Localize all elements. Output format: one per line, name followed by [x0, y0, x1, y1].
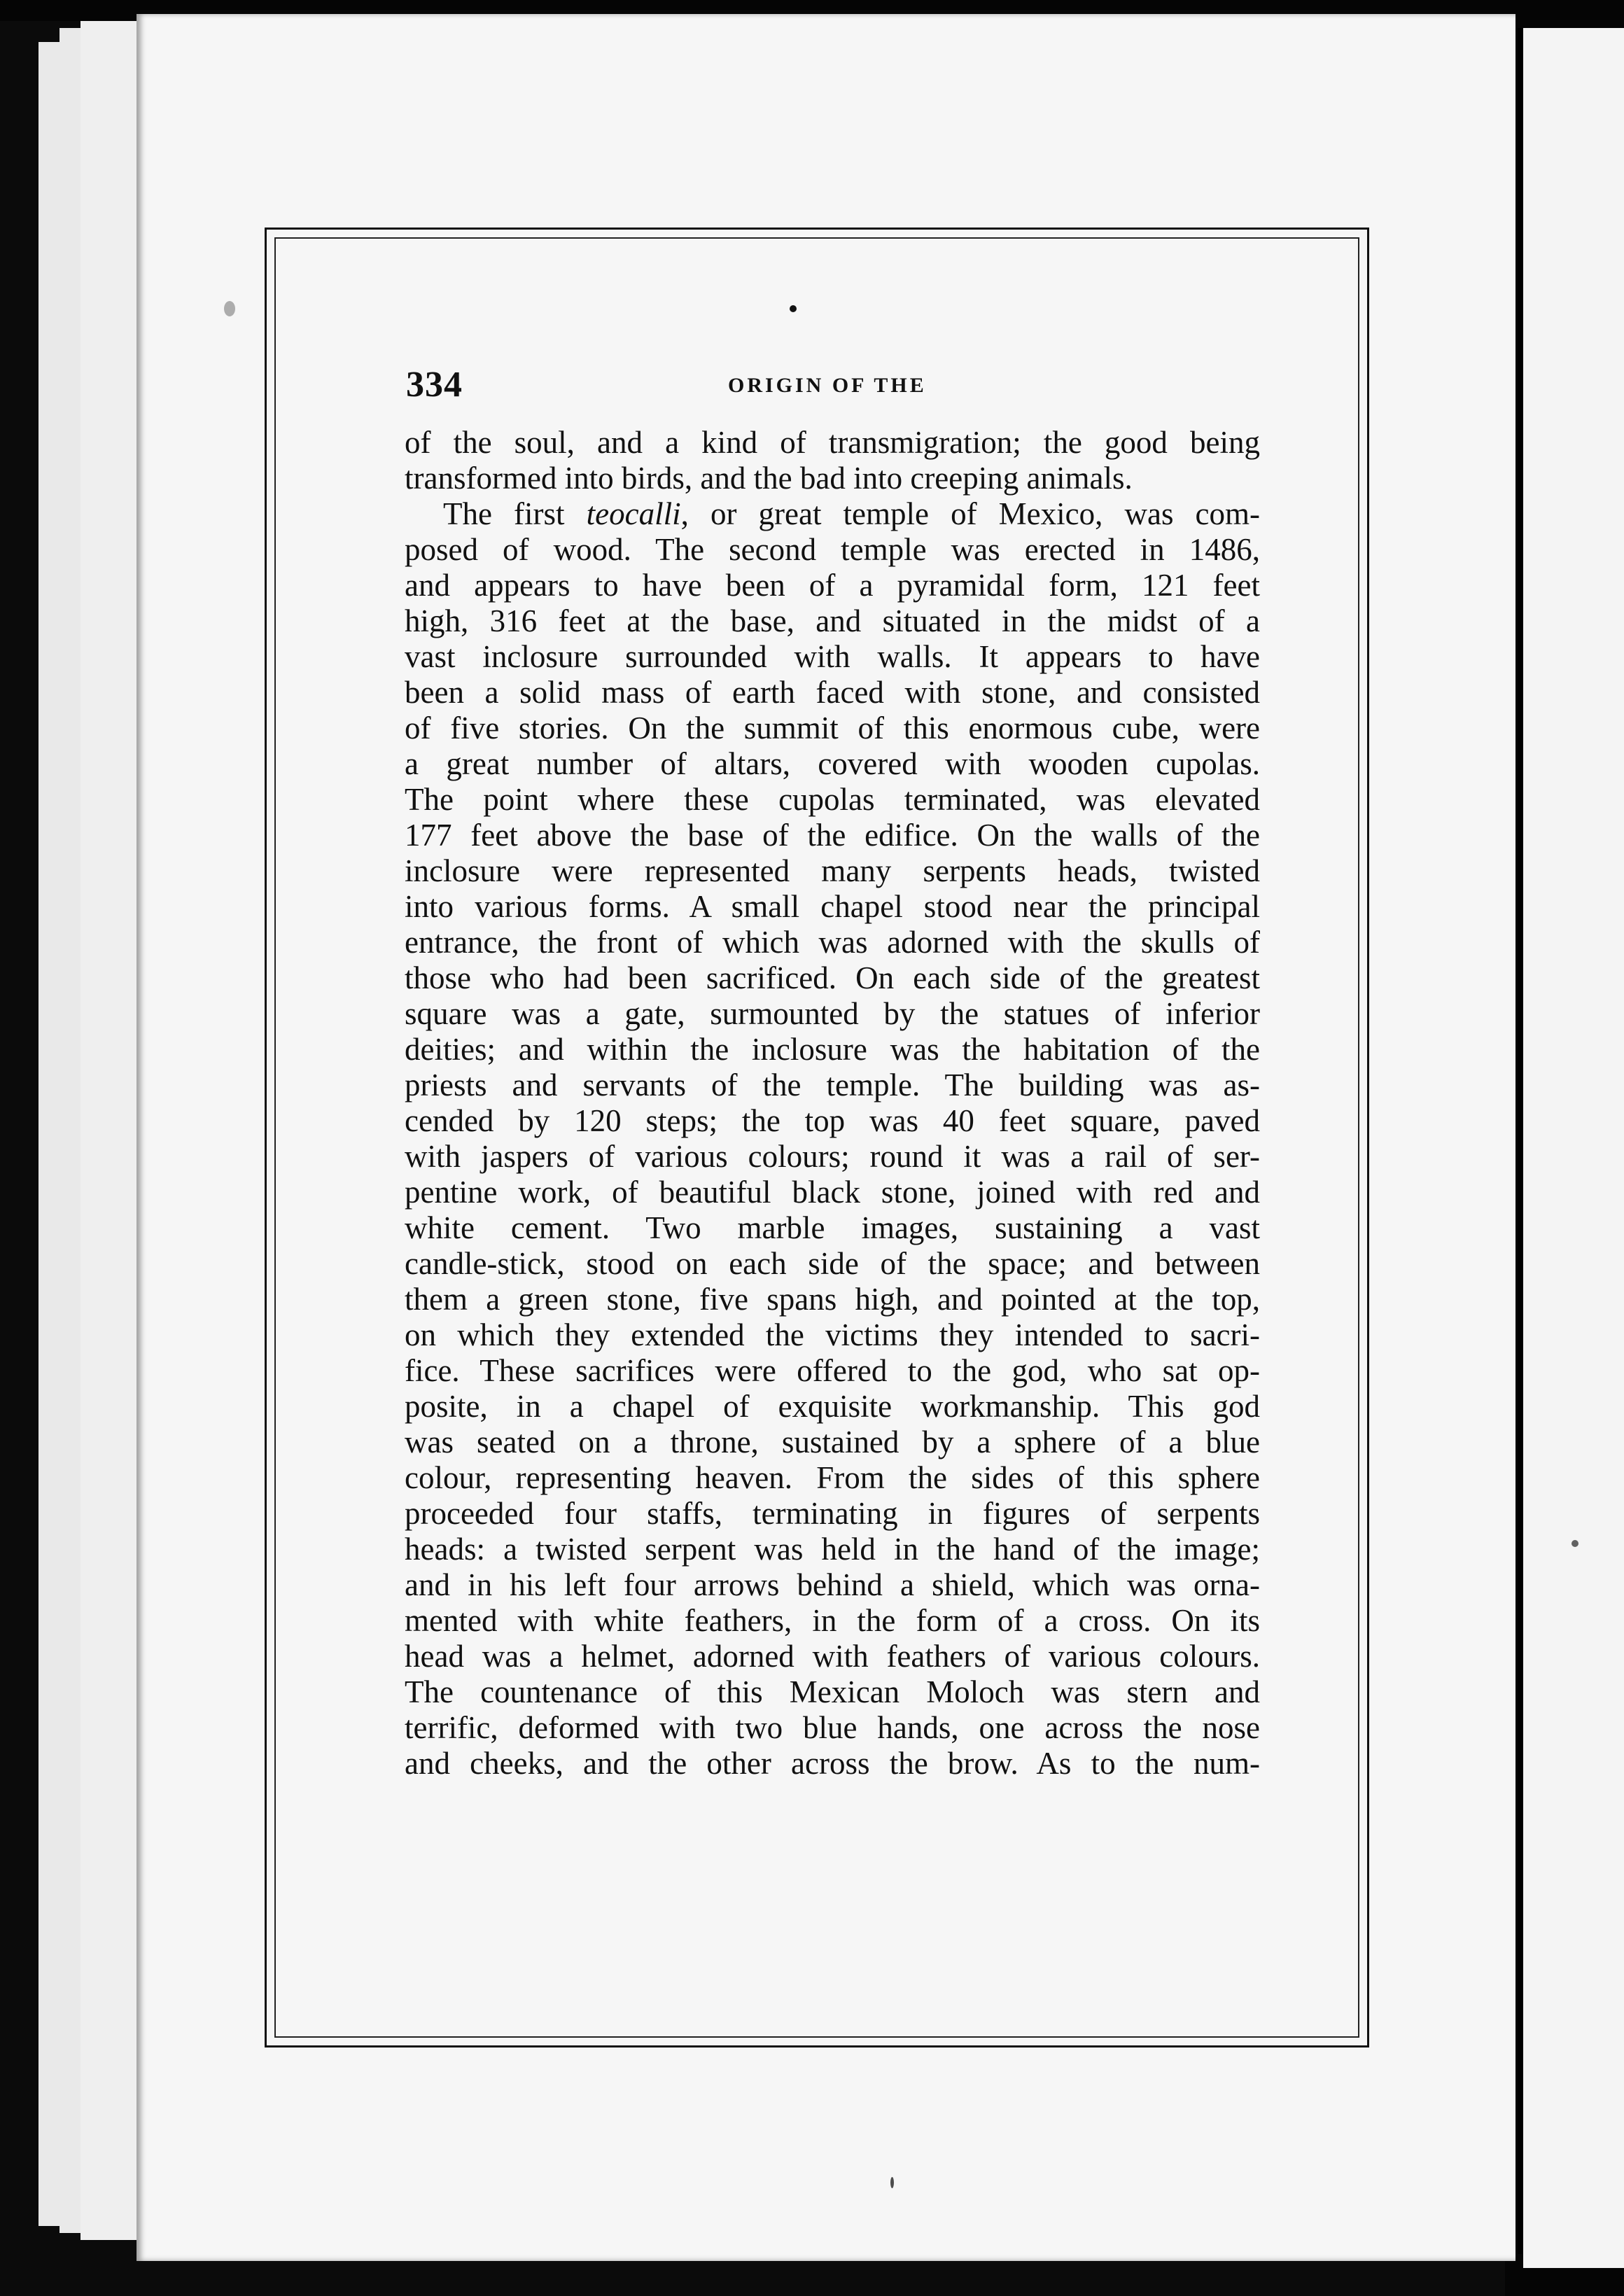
- text-line: white cement. Two marble images, sustaining a vast: [405, 1210, 1260, 1245]
- text-line: candle-stick, stood on each side of the space; and between: [405, 1246, 1260, 1281]
- text-line: proceeded four staffs, terminating in figures of serpents: [405, 1496, 1260, 1531]
- text-line: terrific, deformed with two blue hands, one across the nose: [405, 1710, 1260, 1745]
- text-line: The first teocalli, or great temple of Mexico, was com-: [443, 496, 1261, 531]
- text-line: The point where these cupolas terminated, was elevated: [405, 782, 1260, 817]
- text-line: priests and servants of the temple. The building was as-: [405, 1068, 1260, 1102]
- text-line: 177 feet above the base of the edifice. On the walls of the: [405, 818, 1260, 853]
- text-line: with jaspers of various colours; round it was a rail of ser-: [405, 1139, 1260, 1174]
- text-line: high, 316 feet at the base, and situated in the midst of a: [405, 603, 1260, 638]
- text-line: a great number of altars, covered with wooden cupolas.: [405, 746, 1260, 781]
- text-line: deities; and within the inclosure was the habitation of the: [405, 1032, 1260, 1067]
- text-line: of five stories. On the summit of this enormous cube, were: [405, 710, 1260, 746]
- gutter-line: [1518, 28, 1523, 2254]
- text-line: of the soul, and a kind of transmigration; the good being: [405, 425, 1260, 460]
- text-line: posed of wood. The second temple was erected in 1486,: [405, 532, 1260, 567]
- text-line: square was a gate, surmounted by the statues of inferior: [405, 996, 1260, 1031]
- running-head: ORIGIN OF THE: [728, 374, 927, 397]
- page-header: [406, 364, 1260, 413]
- text-line: and cheeks, and the other across the brow. As to the num-: [405, 1746, 1260, 1781]
- text-line: into various forms. A small chapel stood near the principal: [405, 889, 1260, 924]
- text-line: fice. These sacrifices were offered to the god, who sat op-: [405, 1353, 1260, 1388]
- text-line: and in his left four arrows behind a shield, which was orna-: [405, 1567, 1260, 1602]
- text-line: was seated on a throne, sustained by a sphere of a blue: [405, 1424, 1260, 1460]
- ink-dot: [790, 305, 797, 312]
- text-line: on which they extended the victims they intended to sacri-: [405, 1317, 1260, 1352]
- text-line: vast inclosure surrounded with walls. It appears to have: [405, 639, 1260, 674]
- facing-page-edge: [1523, 28, 1624, 2268]
- text-line: transformed into birds, and the bad into creeping animals.: [405, 461, 1133, 496]
- text-line: entrance, the front of which was adorned with the skulls of: [405, 925, 1260, 960]
- text-line: inclosure were represented many serpents heads, twisted: [405, 853, 1260, 888]
- text-line: mented with white feathers, in the form of a cross. On its: [405, 1603, 1260, 1638]
- page-number: 334: [406, 365, 463, 405]
- text-line: them a green stone, five spans high, and pointed at the top,: [405, 1282, 1260, 1317]
- text-line: The countenance of this Mexican Moloch was stern and: [405, 1674, 1260, 1709]
- italic-term: teocalli: [586, 496, 681, 531]
- text-line: colour, representing heaven. From the sides of this sphere: [405, 1460, 1260, 1495]
- ink-speck: [890, 2177, 894, 2188]
- text-line: those who had been sacrificed. On each side of the greatest: [405, 960, 1260, 995]
- text-line: been a solid mass of earth faced with stone, and consisted: [405, 675, 1260, 710]
- text-line: head was a helmet, adorned with feathers of various colours.: [405, 1639, 1260, 1674]
- text-line: pentine work, of beautiful black stone, joined with red and: [405, 1175, 1260, 1210]
- text-line: and appears to have been of a pyramidal form, 121 feet: [405, 568, 1260, 603]
- text-line: cended by 120 steps; the top was 40 feet square, paved: [405, 1103, 1260, 1138]
- ink-speck: [1572, 1540, 1578, 1547]
- body-text: [405, 425, 1260, 1782]
- text-line: posite, in a chapel of exquisite workmanship. This god: [405, 1389, 1260, 1424]
- text-line: heads: a twisted serpent was held in the hand of the image;: [405, 1532, 1260, 1567]
- ink-speck: [224, 301, 235, 316]
